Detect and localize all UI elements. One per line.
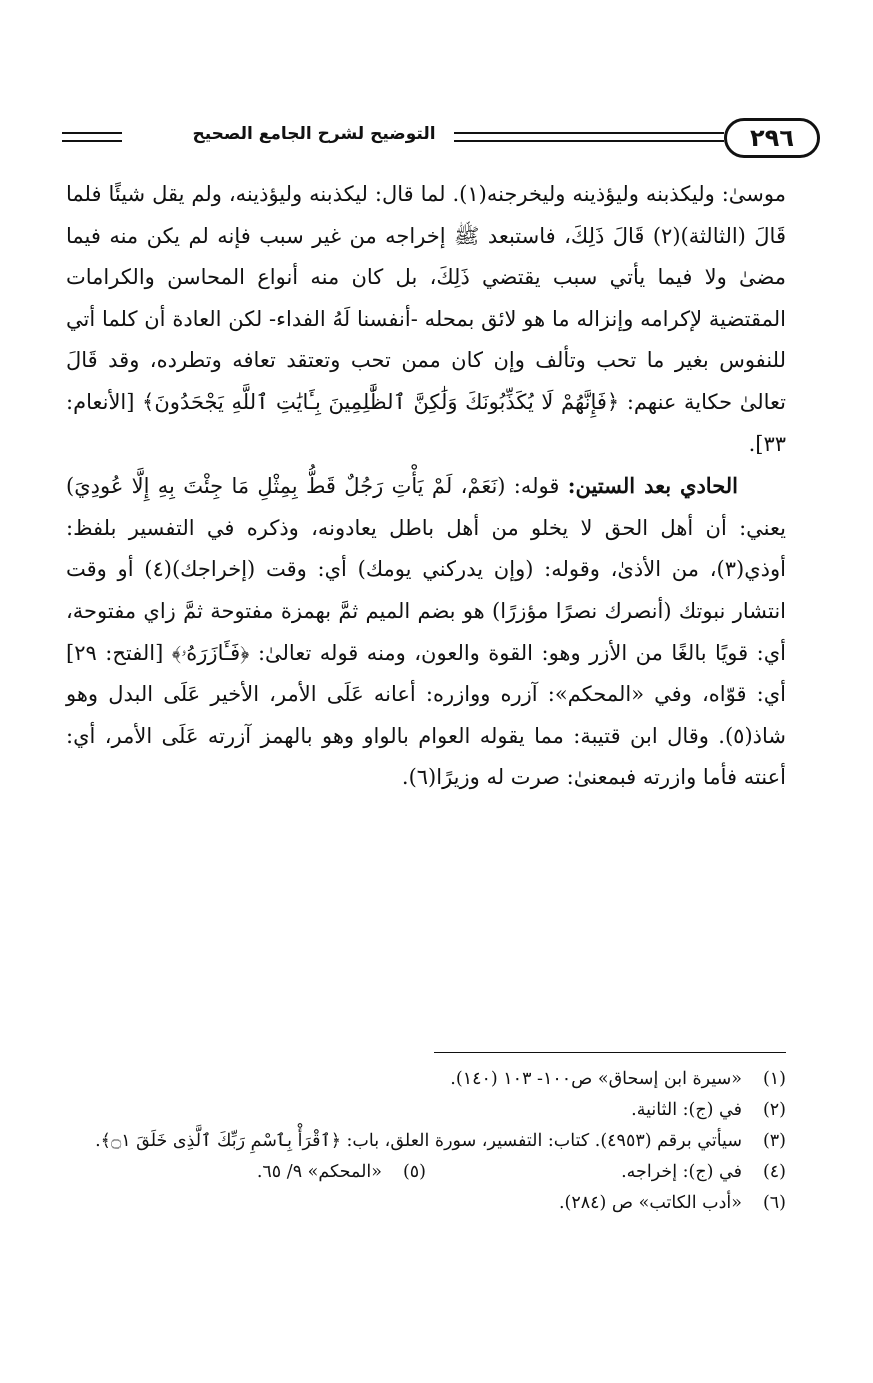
footnote-2 (66, 1095, 786, 1126)
footnote-1 (66, 1064, 786, 1095)
page-number: ٢٩٦ (724, 118, 820, 158)
footnote-number: (٥) (402, 1162, 426, 1182)
footnote-3 (66, 1126, 786, 1157)
footnote-text: «أدب الكاتب» ص (٢٨٤). (558, 1193, 742, 1213)
paragraph-2 (66, 465, 786, 799)
paragraph-1: موسىٰ: وليكذبنه وليؤذينه وليخرجنه(١). لما قال: ليكذبنه وليؤذينه، ولم يقل شيئًا فلما قَالَ (الثالثة)(٢) قَالَ ذَلِكَ، فاستبعد ﷺ إخراجه من غير سبب فإنه لم يكن منه فيما مضىٰ ولا فيما يأتي سبب يقتضي ذَلِكَ، بل كان منه أنواع المحاسن والكرامات المقتضية لإكرامه وإنزاله ما هو لائق بمحله -أنفسنا لَهُ الفداء- لكن العادة أن كلما أتي للنفوس بغير ما تحب وتألف وإن كان ممن تحب وتعتقد تعافه وتطرده، وقد قَالَ تعالىٰ حكاية عنهم: ﴿فَإِنَّهُمْ لَا يُكَذِّبُونَكَ وَلَٰكِنَّ ٱلظَّٰلِمِينَ بِـَٔايَٰتِ ٱللَّهِ يَجْحَدُونَ﴾ [الأنعام: ٣٣]. (66, 182, 787, 456)
footnote-number: (٤) (762, 1162, 786, 1182)
footnote-text: في (ج): إخراجه. (621, 1162, 742, 1182)
header-rule-right-bottom (454, 140, 724, 142)
footnotes (66, 1064, 786, 1219)
footnote-row-4-5 (66, 1157, 786, 1188)
footnote-text: في (ج): الثانية. (631, 1100, 742, 1120)
footnote-number: (٢) (762, 1100, 786, 1120)
header-rule-left-top (62, 132, 122, 134)
paragraph-2-heading: الحادي بعد الستين: (567, 473, 738, 499)
header-rule-left-bottom (62, 140, 122, 142)
footnote-4 (426, 1157, 786, 1188)
page-header (62, 118, 794, 166)
main-text (66, 174, 786, 799)
footnote-number: (٣) (762, 1131, 786, 1151)
paragraph-2-text: قوله: (نَعَمْ، لَمْ يَأْتِ رَجُلٌ قَطُّ بِمِثْلِ مَا جِئْتَ بِهِ إِلَّا عُودِيَ) يعني: أن أهل الحق لا يخلو من أهل باطل يعادونه، وذكره في التفسير بلفظ: أوذي(٣)، من الأذىٰ، وقوله: (وإن يدركني يومك) أي: وقت (إخراجك)(٤) أو وقت انتشار نبوتك (أنصرك نصرًا مؤزرًا) هو بضم الميم ثمَّ بهمزة مفتوحة ثمَّ زاي مفتوحة، أي: قويًا بالغًا من الأزر وهو: القوة والعون، ومنه قوله تعالىٰ: ﴿فَـَٔازَرَهُۥ﴾ [الفتح: ٢٩] أي: قوّاه، وفي «المحكم»: آزره ووازره: أعانه عَلَى الأمر، الأخير عَلَى البدل وهو شاذ(٥). وقال ابن قتيبة: مما يقوله العوام بالواو وهو بالهمز آزرته عَلَى الأمر، أي: أعنته فأما وازرته فبمعنىٰ: صرت له وزيرًا(٦). (66, 474, 786, 790)
footnote-6 (66, 1188, 786, 1219)
footnote-number: (٦) (762, 1193, 786, 1213)
footnote-separator (434, 1052, 786, 1053)
footnote-5 (66, 1157, 426, 1188)
footnote-number: (١) (762, 1069, 786, 1089)
header-title: التوضيح لشرح الجامع الصحيح (192, 124, 436, 144)
header-rule-right-top (454, 132, 724, 134)
footnote-text: «المحكم» ٩/ ٦٥. (256, 1162, 382, 1182)
footnote-text: سيأتي برقم (٤٩٥٣). كتاب: التفسير، سورة العلق، باب: ﴿ٱقْرَأْ بِٱسْمِ رَبِّكَ ٱلَّذِى خَلَقَ ۝١﴾. (95, 1131, 742, 1151)
footnote-text: «سيرة ابن إسحاق» ص١٠٠- ١٠٣ (١٤٠). (450, 1069, 742, 1089)
